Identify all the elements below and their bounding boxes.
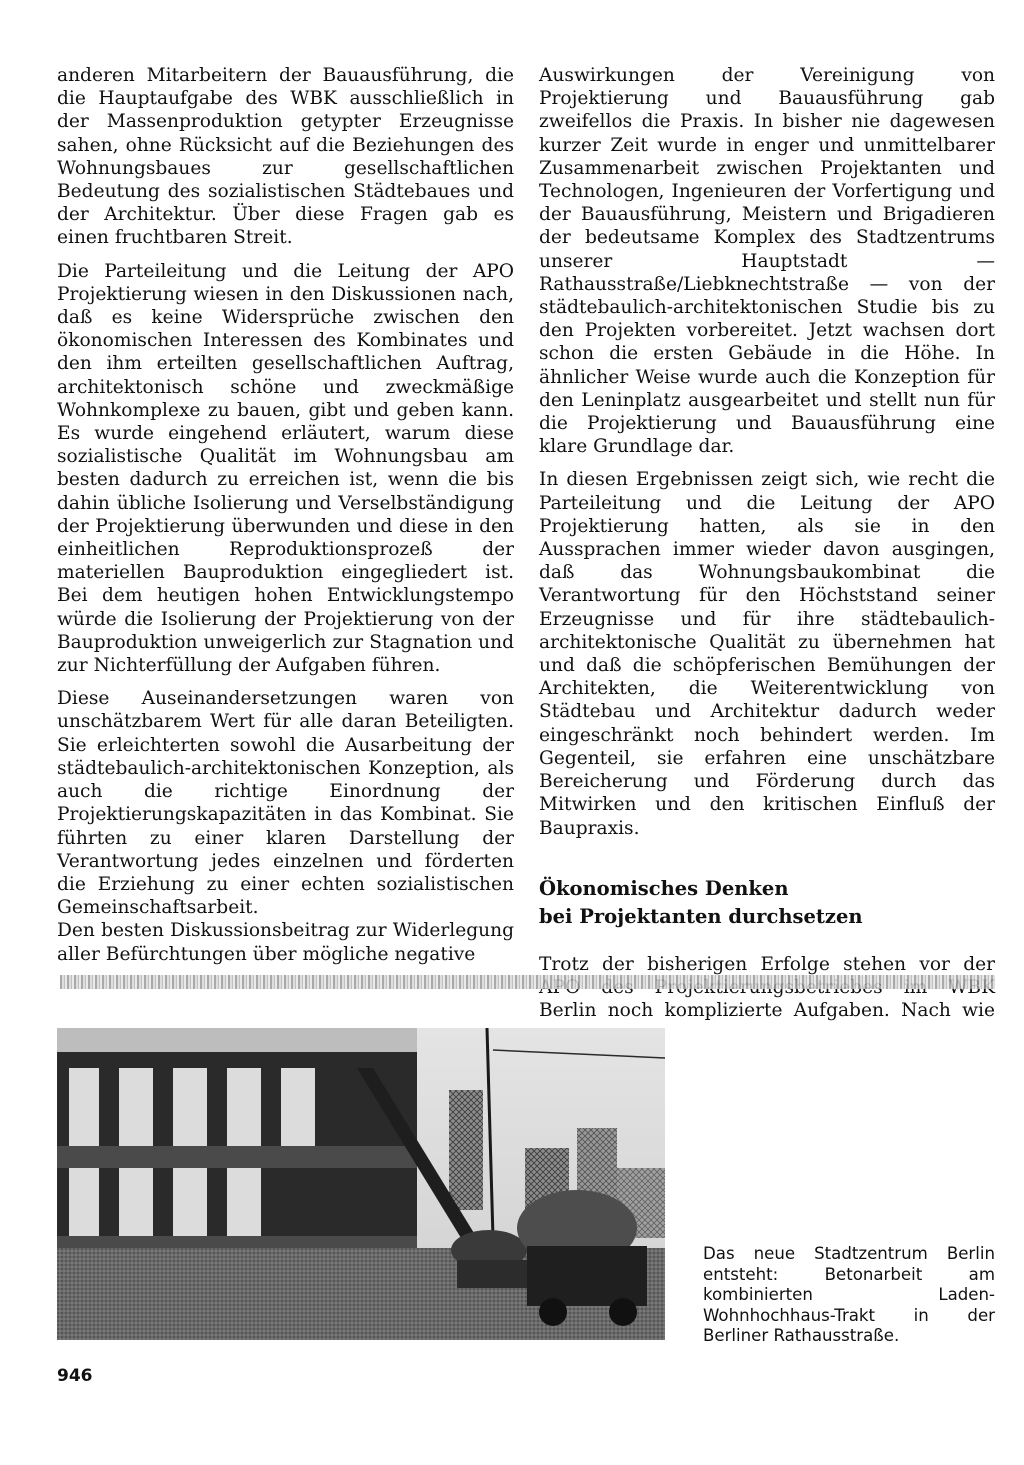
- section-heading: [539, 875, 995, 931]
- construction-photo: [57, 1028, 665, 1340]
- section-heading-line: Ökonomisches Denken: [539, 876, 789, 900]
- section-heading-line: bei Projektanten durchsetzen: [539, 904, 863, 928]
- paragraph: anderen Mitarbeitern der Bauausführung, die die Hauptaufgabe des WBK ausschließlich in der Massenproduktion getypter Erzeugnisse sahen, ohne Rücksicht auf die Beziehungen des Wohnungsbaues zur gesellschaftlichen Bedeutung des sozialistischen Städtebaues und der Architektur. Über diese Fragen gab es einen fruchtbaren Streit.: [57, 65, 514, 249]
- halftone-divider: [60, 975, 995, 989]
- paragraph: Trotz der bisherigen Erfolge stehen vor der Berlin noch komplizierte Aufgaben. Nach wie: [539, 953, 995, 1022]
- paragraph: In diesen Ergebnissen zeigt sich, wie recht die Parteileitung und die Leitung der APO Projektierung hatten, als sie in den Aussprachen immer wieder davon ausgingen, daß das Wohnungsbaukombinat die Verantwortung für den Höchststand seiner Erzeugnisse und für ihre städtebaulich-architektonische Qualität zu übernehmen hat und daß die schöpferischen Bemühungen der Architekten, die Weiterentwicklung von Städtebau und Architektur dadurch weder eingeschränkt noch behindert werden. Im Gegenteil, sie erfahren eine unschätzbare Bereicherung und Förderung durch das Mitwirken und den kritischen Einfluß der Baupraxis.: [539, 469, 995, 839]
- photo-caption: Das neue Stadtzentrum Berlin entsteht: Betonarbeit am kombinierten Laden-Wohnhochhaus-Trakt in der Berliner Rathausstraße.: [703, 1244, 995, 1345]
- paragraph: Den besten Diskussionsbeitrag zur Widerlegung aller Befürchtungen über mögliche negative: [57, 920, 514, 965]
- left-text-column: [57, 64, 514, 966]
- paragraph: Auswirkungen der Vereinigung von Projektierung und Bauausführung gab zweifellos die Praxis. In bisher nie dagewesen kurzer Zeit wurde in enger und unmittelbarer Zusammenarbeit zwischen Projektanten und Technologen, Ingenieuren der Vorfertigung und der Bauausführung, Meistern und Brigadieren der bedeutsame Komplex des Stadtzentrums unserer Hauptstadt — Rathausstraße/Liebknechtstraße — von der städtebaulich-architektonischen Studie bis zu den Projekten vorbereitet. Jetzt wachsen dort schon die ersten Gebäude in die Höhe. In ähnlicher Weise wurde auch die Konzeption für den Leninplatz ausgearbeitet und stellt nun für die Projektierung und Bauausführung eine klare Grundlage dar.: [539, 65, 995, 458]
- paragraph: Diese Auseinandersetzungen waren von unschätzbarem Wert für alle daran Beteiligten. Sie erleichterten sowohl die Ausarbeitung der städtebaulich-architektonischen Konzeption, als auch die richtige Einordnung der Projektierungskapazitäten in das Kombinat. Sie führten zu einer klaren Darstellung der Verantwortung jedes einzelnen und förderten die Erziehung zu einer echten sozialistischen Gemeinschaftsarbeit.: [57, 688, 514, 919]
- right-text-column: [539, 64, 995, 1046]
- paragraph: Die Parteileitung und die Leitung der APO Projektierung wiesen in den Diskussionen nach, daß es keine Widersprüche zwischen den ökonomischen Interessen des Kombinates und den ihm erteilten gesellschaftlichen Auftrag, architektonisch schöne und zweckmäßige Wohnkomplexe zu bauen, gibt und geben kann. Es wurde eingehend erläutert, warum diese sozialistische Qualität im Wohnungsbau am besten dadurch zu erreichen ist, wenn die bis dahin übliche Isolierung und Verselbständigung der Projektierung überwunden und diese in den einheitlichen Reproduktionsprozeß der materiellen Bauproduktion eingegliedert ist. Bei dem heutigen hohen Entwicklungstempo würde die Isolierung der Projektierung von der Bauproduktion unweigerlich zur Stagnation und zur Nichterfüllung der Aufgaben führen.: [57, 260, 514, 677]
- page-number: 946: [57, 1366, 93, 1386]
